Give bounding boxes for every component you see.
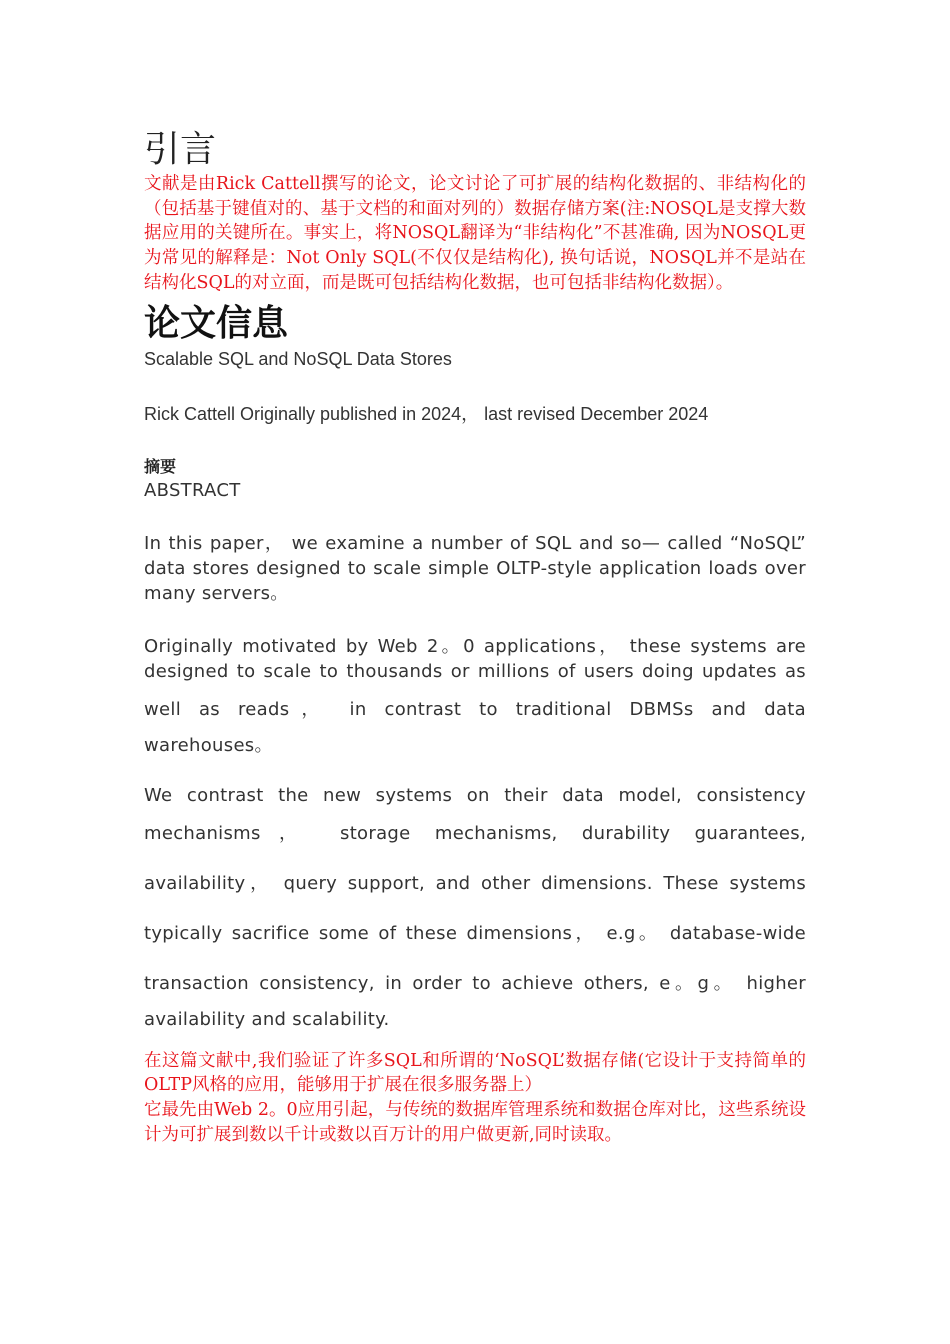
abstract-p2-line-a: Originally motivated by Web 2。0 applications， these systems are designed to scale to thousands or millions of users doing updates as: [144, 635, 806, 682]
translation-paragraph-2: 它最先由Web 2。0应用引起，与传统的数据库管理系统和数据仓库对比，这些系统设计为可扩展到数以千计或数以百万计的用户做更新,同时读取。: [144, 1099, 806, 1145]
abstract-label-en: ABSTRACT: [144, 479, 241, 501]
abstract-p2-line-c: warehouses。: [144, 734, 273, 756]
intro-text: 文献是由Rick Cattell撰写的论文，论文讨论了可扩展的结构化数据的、非结构化的（包括基于键值对的、基于文档的和面对列的）数据存储方案(注:NOSQL是支撑大数据应用的关键所在。事实上，将NOSQL翻译为“非结构化”不甚准确, 因为NOSQL更为常见的解释是：Not Only SQL(不仅仅是结构化), 换句话说，NOSQL并不是站在结构化SQL的对立面，而是既可包括结构化数据，也可包括非结构化数据）。: [144, 174, 806, 293]
abstract-paragraph-3: [144, 783, 806, 1033]
paper-info-heading: 论文信息: [144, 301, 289, 344]
paper-title: Scalable SQL and NoSQL Data Stores: [144, 348, 452, 369]
translation-block: [144, 1049, 806, 1148]
paper-byline: Rick Cattell Originally published in 2024， last revised December 2024: [144, 403, 709, 424]
abstract-p3-line-e: transaction consistency, in order to achieve others, e。g。 higher: [144, 972, 806, 994]
translation-paragraph-1: 在这篇文献中,我们验证了许多SQL和所谓的‘NoSQL’数据存储(它设计于支持简单的OLTP风格的应用，能够用于扩展在很多服务器上）: [144, 1050, 806, 1096]
abstract-p3-line-c: availability， query support, and other dimensions. These systems: [144, 872, 806, 894]
abstract-paragraph-1: In this paper， we examine a number of SQL and so— called “NoSQL” data stores designed to scale simple OLTP-style application loads over many servers。: [144, 532, 806, 604]
abstract-p3-line-f: availability and scalability.: [144, 1008, 390, 1030]
abstract-p3-line-b: mechanisms， storage mechanisms, durability guarantees,: [144, 822, 806, 844]
abstract-p2-line-b: well as reads， in contrast to traditional DBMSs and data: [144, 698, 806, 720]
abstract-label-cn: 摘要: [144, 456, 177, 476]
intro-heading: 引言: [144, 129, 217, 170]
document-page: [144, 128, 806, 1147]
abstract-paragraph-2: [144, 634, 806, 763]
abstract-p3-line-d: typically sacrifice some of these dimensions， e.g。 database-wide: [144, 922, 806, 944]
abstract-p3-line-a: We contrast the new systems on their data model, consistency: [144, 784, 806, 806]
